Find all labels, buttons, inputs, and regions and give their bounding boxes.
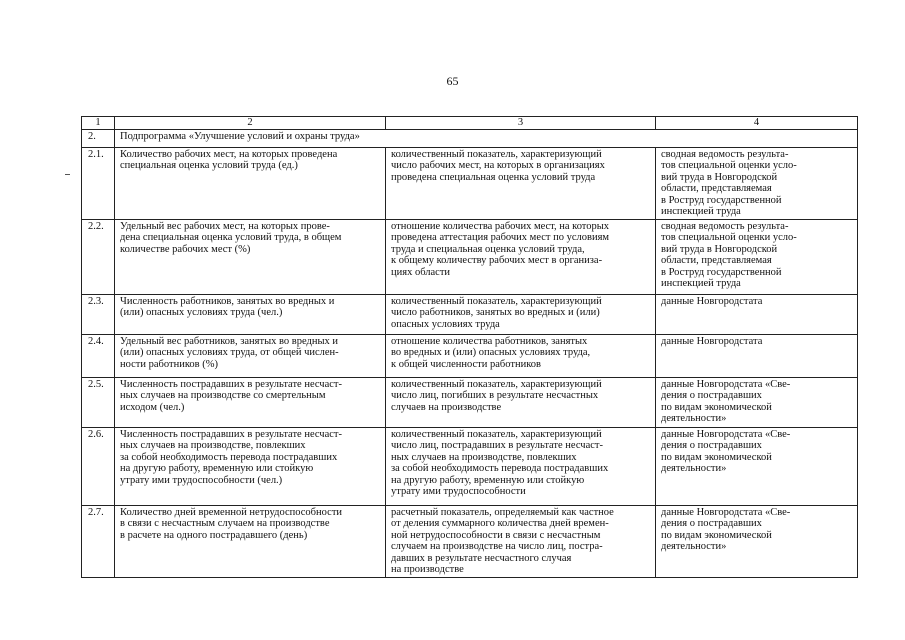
source-cell: сводная ведомость результа- тов специальной оценки усло- вий труда в Новгородской области, представляемая в Роструд государственной инспекцией труда <box>656 147 858 219</box>
method-cell: отношение количества работников, занятых во вредных и (или) опасных условиях труда, к общей численности работников <box>386 334 656 377</box>
section-row <box>82 129 858 147</box>
table-row <box>82 505 858 577</box>
page-number: 65 <box>446 74 459 88</box>
column-number-row <box>82 117 858 130</box>
scan-mark <box>65 174 70 175</box>
method-cell: количественный показатель, характеризующий число рабочих мест, на которых в организациях проведена специальная оценка условий труда <box>386 147 656 219</box>
section-number: 2. <box>82 129 115 147</box>
row-number: 2.2. <box>82 219 115 294</box>
table-row <box>82 427 858 505</box>
row-number: 2.4. <box>82 334 115 377</box>
source-cell: данные Новгородстата «Све- дения о пострадавших по видам экономической деятельности» <box>656 377 858 427</box>
row-number: 2.5. <box>82 377 115 427</box>
column-header-4: 4 <box>656 117 858 130</box>
table-row <box>82 377 858 427</box>
indicators-table <box>81 116 858 578</box>
method-cell: количественный показатель, характеризующий число лиц, пострадавших в результате несчаст- ных случаев на производстве, повлекших за собой необходимость перевода пострадавших на другую работу, временную или стойкую утрату ими трудоспособности <box>386 427 656 505</box>
column-header-2: 2 <box>115 117 386 130</box>
indicator-cell: Количество дней временной нетрудоспособности в связи с несчастным случаем на производстве в расчете на одного пострадавшего (день) <box>115 505 386 577</box>
table-row <box>82 294 858 334</box>
row-number: 2.3. <box>82 294 115 334</box>
indicator-cell: Удельный вес работников, занятых во вредных и (или) опасных условиях труда, от общей числен- ности работников (%) <box>115 334 386 377</box>
method-cell: количественный показатель, характеризующий число лиц, погибших в результате несчастных случаев на производстве <box>386 377 656 427</box>
indicator-cell: Численность пострадавших в результате несчаст- ных случаев на производстве, повлекших за собой необходимость перевода пострадавших на другую работу, временную или стойкую утрату ими трудоспособности (чел.) <box>115 427 386 505</box>
method-cell: расчетный показатель, определяемый как частное от деления суммарного количества дней времен- ной нетрудоспособности в связи с несчастным случаем на производстве на число лиц, постра- давших в результате несчастного случая на производстве <box>386 505 656 577</box>
table-row <box>82 334 858 377</box>
column-header-1: 1 <box>82 117 115 130</box>
indicator-cell: Удельный вес рабочих мест, на которых прове- дена специальная оценка условий труда, в общем количестве рабочих мест (%) <box>115 219 386 294</box>
source-cell: данные Новгородстата <box>656 294 858 334</box>
section-title: Подпрограмма «Улучшение условий и охраны труда» <box>115 129 858 147</box>
row-number: 2.7. <box>82 505 115 577</box>
table-row <box>82 219 858 294</box>
column-header-3: 3 <box>386 117 656 130</box>
row-number: 2.6. <box>82 427 115 505</box>
source-cell: данные Новгородстата «Све- дения о пострадавших по видам экономической деятельности» <box>656 505 858 577</box>
indicator-cell: Численность работников, занятых во вредных и (или) опасных условиях труда (чел.) <box>115 294 386 334</box>
indicator-cell: Численность пострадавших в результате несчаст- ных случаев на производстве со смертельным исходом (чел.) <box>115 377 386 427</box>
indicator-cell: Количество рабочих мест, на которых проведена специальная оценка условий труда (ед.) <box>115 147 386 219</box>
table-row <box>82 147 858 219</box>
source-cell: данные Новгородстата <box>656 334 858 377</box>
method-cell: отношение количества рабочих мест, на которых проведена аттестация рабочих мест по условиям труда и специальная оценка условий труда, к общему количеству рабочих мест в организа- циях области <box>386 219 656 294</box>
method-cell: количественный показатель, характеризующий число работников, занятых во вредных и (или) опасных условиях труда <box>386 294 656 334</box>
source-cell: данные Новгородстата «Све- дения о пострадавших по видам экономической деятельности» <box>656 427 858 505</box>
row-number: 2.1. <box>82 147 115 219</box>
source-cell: сводная ведомость результа- тов специальной оценки усло- вий труда в Новгородской области, представляемая в Роструд государственной инспекцией труда <box>656 219 858 294</box>
